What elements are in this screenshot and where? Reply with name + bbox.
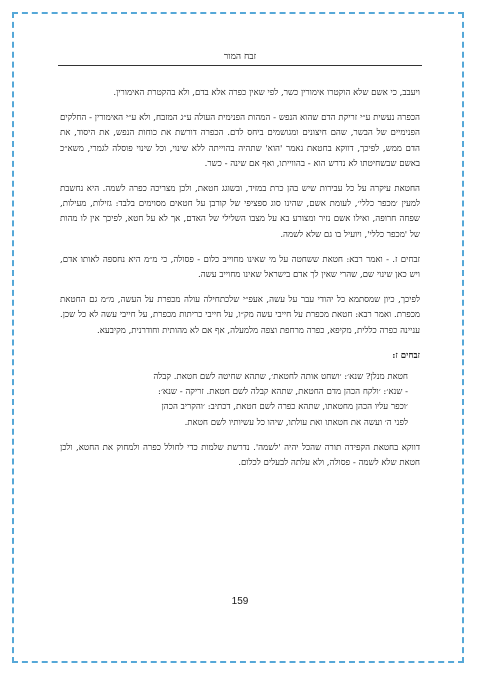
quote-line-2: - שנא׳: ׳ולקח הכהן מדם החטאת, שתהא קבלה לשם חטאת. זריקה - שנא׳: <box>158 387 408 398</box>
header-divider <box>58 65 422 66</box>
paragraph-1: ויעבב, כי אשם שלא הוקטרו אימורין כשר, לפי שאין כפרה אלא בדם, ולא בהקטרת האימורין. <box>113 88 420 98</box>
talmud-quote <box>60 370 420 431</box>
running-header: זבח המור <box>223 52 257 62</box>
paragraph-3: החטאת עיקרה על כל עבירות שיש בהן כרת במזיד, ובשוגג חטאת, ולכן מצריכה כפרה לשמה. היא נחשבת למעין ׳מכפר כללי׳, לעומת אשם, שהינו סוג ספציפי של קורבן על חטאים מסוימים בלבד: גזילות, מעילות, שפחה חרופה, ואילו אשם נזיר ומצורע בא על מצבו השלילי של האדם, אך לא על חטא, לפיכך אין לו מהות של 'מכפר כללי', ויועיל בו גם שלא לשמה. <box>60 184 420 240</box>
closing-paragraph: דווקא בחטאת הקפידה תורה שהכל יהיה 'לשמה'. נדרשת שלמות כדי לחולל כפרה ולמחוק את החטא, ולכן חטאת שלא לשמה - פסולה, ולא עלתה לבעלים לכלום. <box>60 442 420 469</box>
paragraph-4: זבחים ז. - ואמר רבא: חטאת ששחטה על מי שאינו מחוייב כלום - פסולה, כי מ״מ היא נחספה לאותו אדם, ויש כאן שינוי שם, שהרי שאין לך אדם בישראל שאינו מחוייב עשה. <box>60 254 420 281</box>
page-body <box>60 86 420 481</box>
paragraph-2: הכפרה נעשית ע״י זריקת הדם שהוא הנפש - המהות הפנימית העולה ע״ג המזבח, ולא ע״י האימורין - החלקים הפנימיים של הבשר, שהם חיצונים ומגושמים ביחס לדם. הכפרה דורשת את כוחות הנפש, את היסוד, את הדם ממש, לפיכך, דווקא בחטאת נאמר 'הוא' שתהיה בהוייתה ללא שינוי, וכל שינוי פוסלה לגמרי, משא״כ באשם שבשחיטתו לא נדרש הוא - בהווייתו, ואף אם שינה - כשר. <box>60 113 420 169</box>
quote-line-1: חטאת מנלן? שנא׳: ׳ושחט אותה לחטאת׳, שתהא שחיטה לשם חטאת. קבלה <box>153 372 408 383</box>
page-number: 159 <box>231 596 249 607</box>
section-heading: זבחים ז: <box>392 350 420 361</box>
quote-line-4: לפני ה׳ ועשה את חטאתו ואת עולתו, שיהו כל עשיותיו לשם חטאת. <box>184 417 408 428</box>
quote-line-3: ׳וכפר עליו הכהן מחטאתו, שתהא כפרה לשם חטאת, דכתיב: ׳והקריב הכהן <box>161 402 408 413</box>
paragraph-5: לפיכך, כיון שמסתמא כל יהודי עבר על עשה, אעפ״י שלכתחילה עולה מכפרת על העשה, מ״מ גם החטאת מכפרת. ואמר רבא: חטאת מכפרת על חייבי עשה מק״ו, על חייבי כריתות מכפרת, על חייבי עשה לא כל שכן. עניינה כפרה כללית, מקיפא, כפרה מרחפת וצפה מלמעלה, אף אם לא מהותית וחודרנית, מקיבעא. <box>60 295 420 336</box>
